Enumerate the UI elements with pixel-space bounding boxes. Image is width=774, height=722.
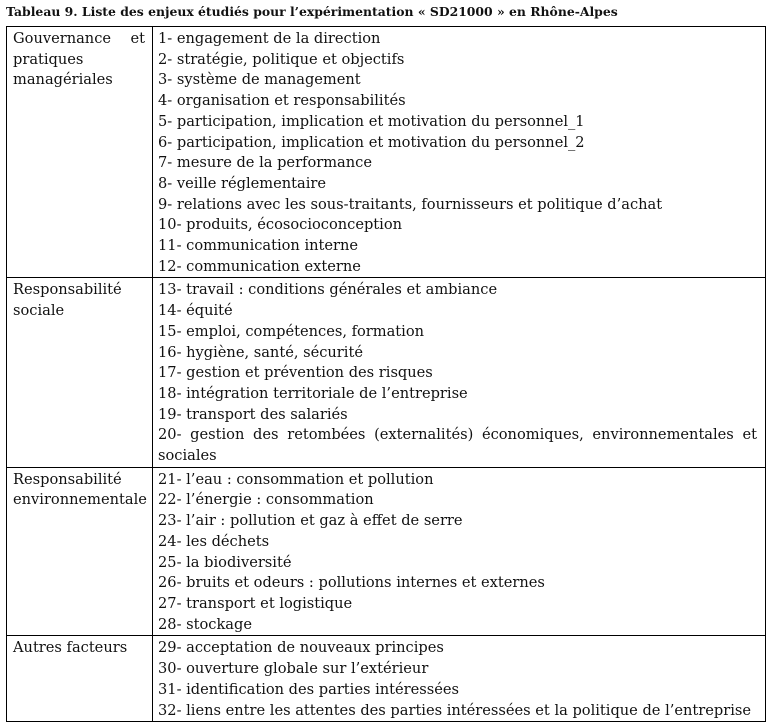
table-row (7, 27, 766, 278)
list-item: 15- emploi, compétences, formation (158, 322, 425, 340)
table-row (7, 467, 766, 636)
list-item: 22- l’énergie : consommation (158, 491, 374, 509)
list-item: 13- travail : conditions générales et ambiance (158, 281, 498, 299)
items-cell (153, 467, 766, 636)
list-item: 18- intégration territoriale de l’entreprise (158, 384, 468, 402)
list-item: 1- engagement de la direction (158, 30, 381, 47)
list-item: 24- les déchets (158, 532, 270, 550)
list-item: 6- participation, implication et motivation du personnel_2 (158, 133, 585, 151)
list-item: 14- équité (158, 302, 233, 320)
list-item: 3- système de management (158, 71, 361, 89)
list-item: 19- transport des salariés (158, 405, 348, 423)
category-cell: Autres facteurs (7, 636, 153, 722)
list-item: 21- l’eau : consommation et pollution (158, 470, 434, 488)
list-item: 20- gestion des retombées (externalités) économiques, environnementales et sociales (158, 426, 757, 465)
category-cell: Responsabilité environnementale (7, 467, 153, 636)
list-item: 23- l’air : pollution et gaz à effet de serre (158, 512, 463, 530)
list-item: 28- stockage (158, 615, 252, 633)
category-cell: Responsabilité sociale (7, 278, 153, 467)
list-item: 25- la biodiversité (158, 553, 292, 571)
list-item: 27- transport et logistique (158, 594, 353, 612)
items-cell (153, 278, 766, 467)
list-item: 26- bruits et odeurs : pollutions internes et externes (158, 574, 545, 592)
list-item: 16- hygiène, santé, sécurité (158, 343, 363, 361)
list-item: 7- mesure de la performance (158, 154, 372, 172)
list-item: 12- communication externe (158, 257, 361, 275)
table-row (7, 278, 766, 467)
items-cell (153, 27, 766, 278)
list-item: 9- relations avec les sous-traitants, fournisseurs et politique d’achat (158, 195, 663, 213)
list-item: 31- identification des parties intéressées (158, 680, 460, 698)
list-item: 10- produits, écosocioconception (158, 216, 403, 234)
list-item: 32- liens entre les attentes des parties intéressées et la politique de l’entreprise (158, 701, 752, 719)
items-cell (153, 636, 766, 722)
issues-table-body (7, 27, 766, 722)
list-item: 29- acceptation de nouveaux principes (158, 639, 444, 657)
list-item: 30- ouverture globale sur l’extérieur (158, 660, 429, 678)
list-item: 5- participation, implication et motivation du personnel_1 (158, 112, 585, 130)
table-caption: Tableau 9. Liste des enjeux étudiés pour l’expérimentation « SD21000 » en Rhône-Alpes (6, 4, 618, 19)
list-item: 17- gestion et prévention des risques (158, 364, 433, 382)
list-item: 11- communication interne (158, 237, 359, 255)
category-cell: Gouvernance et pratiques managériales (7, 27, 153, 278)
table-row (7, 636, 766, 722)
list-item: 2- stratégie, politique et objectifs (158, 50, 405, 68)
list-item: 4- organisation et responsabilités (158, 92, 406, 110)
issues-table (6, 26, 766, 722)
list-item: 8- veille réglementaire (158, 174, 326, 192)
